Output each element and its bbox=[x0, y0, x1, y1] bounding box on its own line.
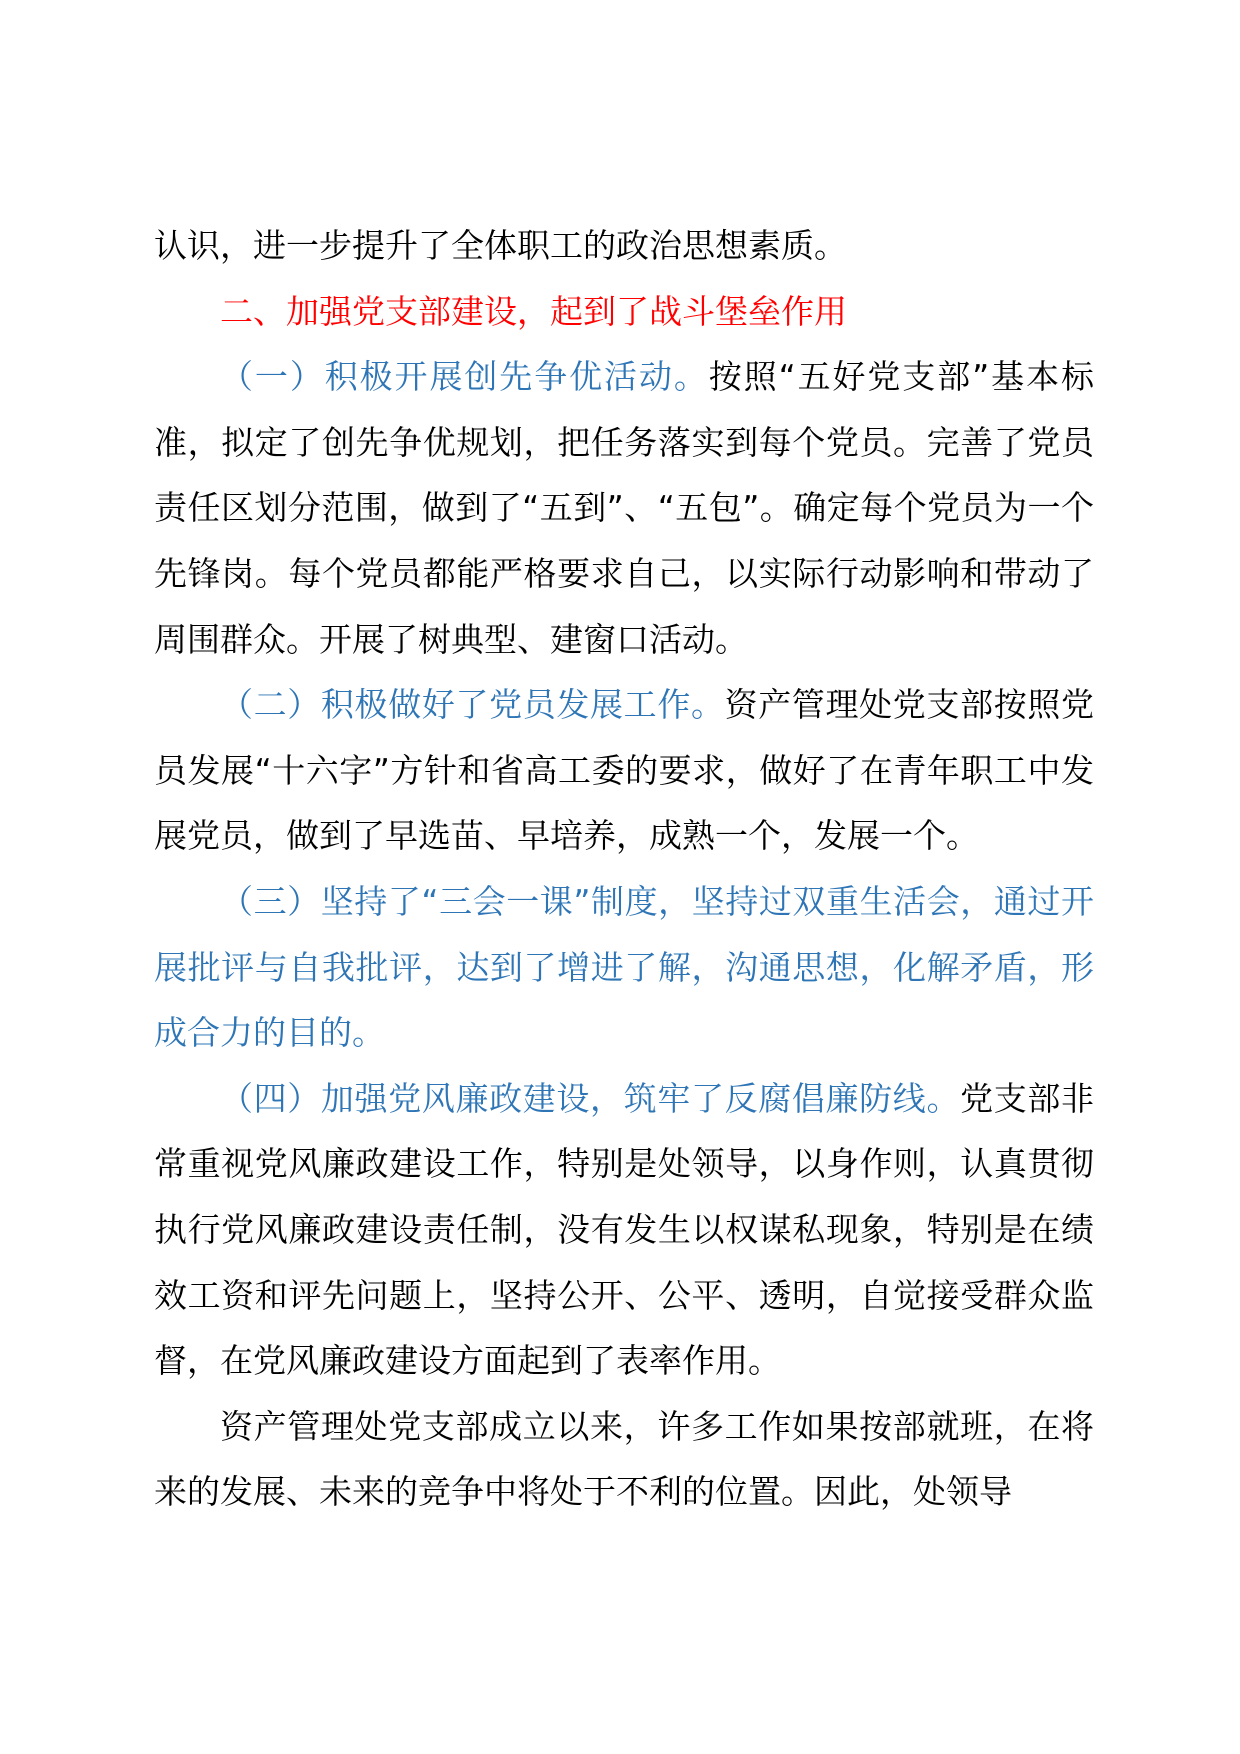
paragraph-text: 认识，进一步提升了全体职工的政治思想素质。 bbox=[154, 226, 847, 265]
section-heading-text: 二、加强党支部建设，起到了战斗堡垒作用 bbox=[220, 291, 847, 331]
paragraph-closing bbox=[154, 1394, 1094, 1525]
paragraph-text: 资产管理处党支部按照党员发展“十六字”方针和省高工委的要求，做好了在青年职工中发展党员，做到了早选苗、早培养，成熟一个，发展一个。 bbox=[154, 685, 1095, 856]
paragraph-item-3 bbox=[154, 869, 1094, 1066]
subheading-item-1: （一）积极开展创先争优活动。 bbox=[220, 357, 709, 397]
paragraph-item-1 bbox=[154, 344, 1094, 672]
paragraph-item-2 bbox=[154, 672, 1094, 869]
paragraph-item-4 bbox=[154, 1066, 1094, 1394]
subheading-item-4: （四）加强党风廉政建设，筑牢了反腐倡廉防线。 bbox=[220, 1078, 961, 1118]
paragraph-continuation bbox=[154, 213, 1094, 279]
document-body bbox=[154, 213, 1094, 1525]
section-heading bbox=[154, 279, 1094, 345]
paragraph-text: 按照“五好党支部”基本标准，拟定了创先争优规划，把任务落实到每个党员。完善了党员责任区划分范围，做到了“五到”、“五包”。确定每个党员为一个先锋岗。每个党员都能严格要求自己，以实际行动影响和带动了周围群众。开展了树典型、建窗口活动。 bbox=[154, 357, 1095, 659]
subheading-item-3: （三）坚持了“三会一课”制度，坚持过双重生活会，通过开展批评与自我批评，达到了增进了解，沟通思想，化解矛盾，形成合力的目的。 bbox=[154, 881, 1094, 1053]
subheading-item-2: （二）积极做好了党员发展工作。 bbox=[220, 685, 725, 725]
paragraph-text: 党支部非常重视党风廉政建设工作，特别是处领导，以身作则，认真贯彻执行党风廉政建设责任制，没有发生以权谋私现象，特别是在绩效工资和评先问题上，坚持公开、公平、透明，自觉接受群众监督，在党风廉政建设方面起到了表率作用。 bbox=[154, 1078, 1095, 1381]
paragraph-text: 资产管理处党支部成立以来，许多工作如果按部就班，在将来的发展、未来的竞争中将处于不利的位置。因此，处领导 bbox=[154, 1406, 1094, 1512]
